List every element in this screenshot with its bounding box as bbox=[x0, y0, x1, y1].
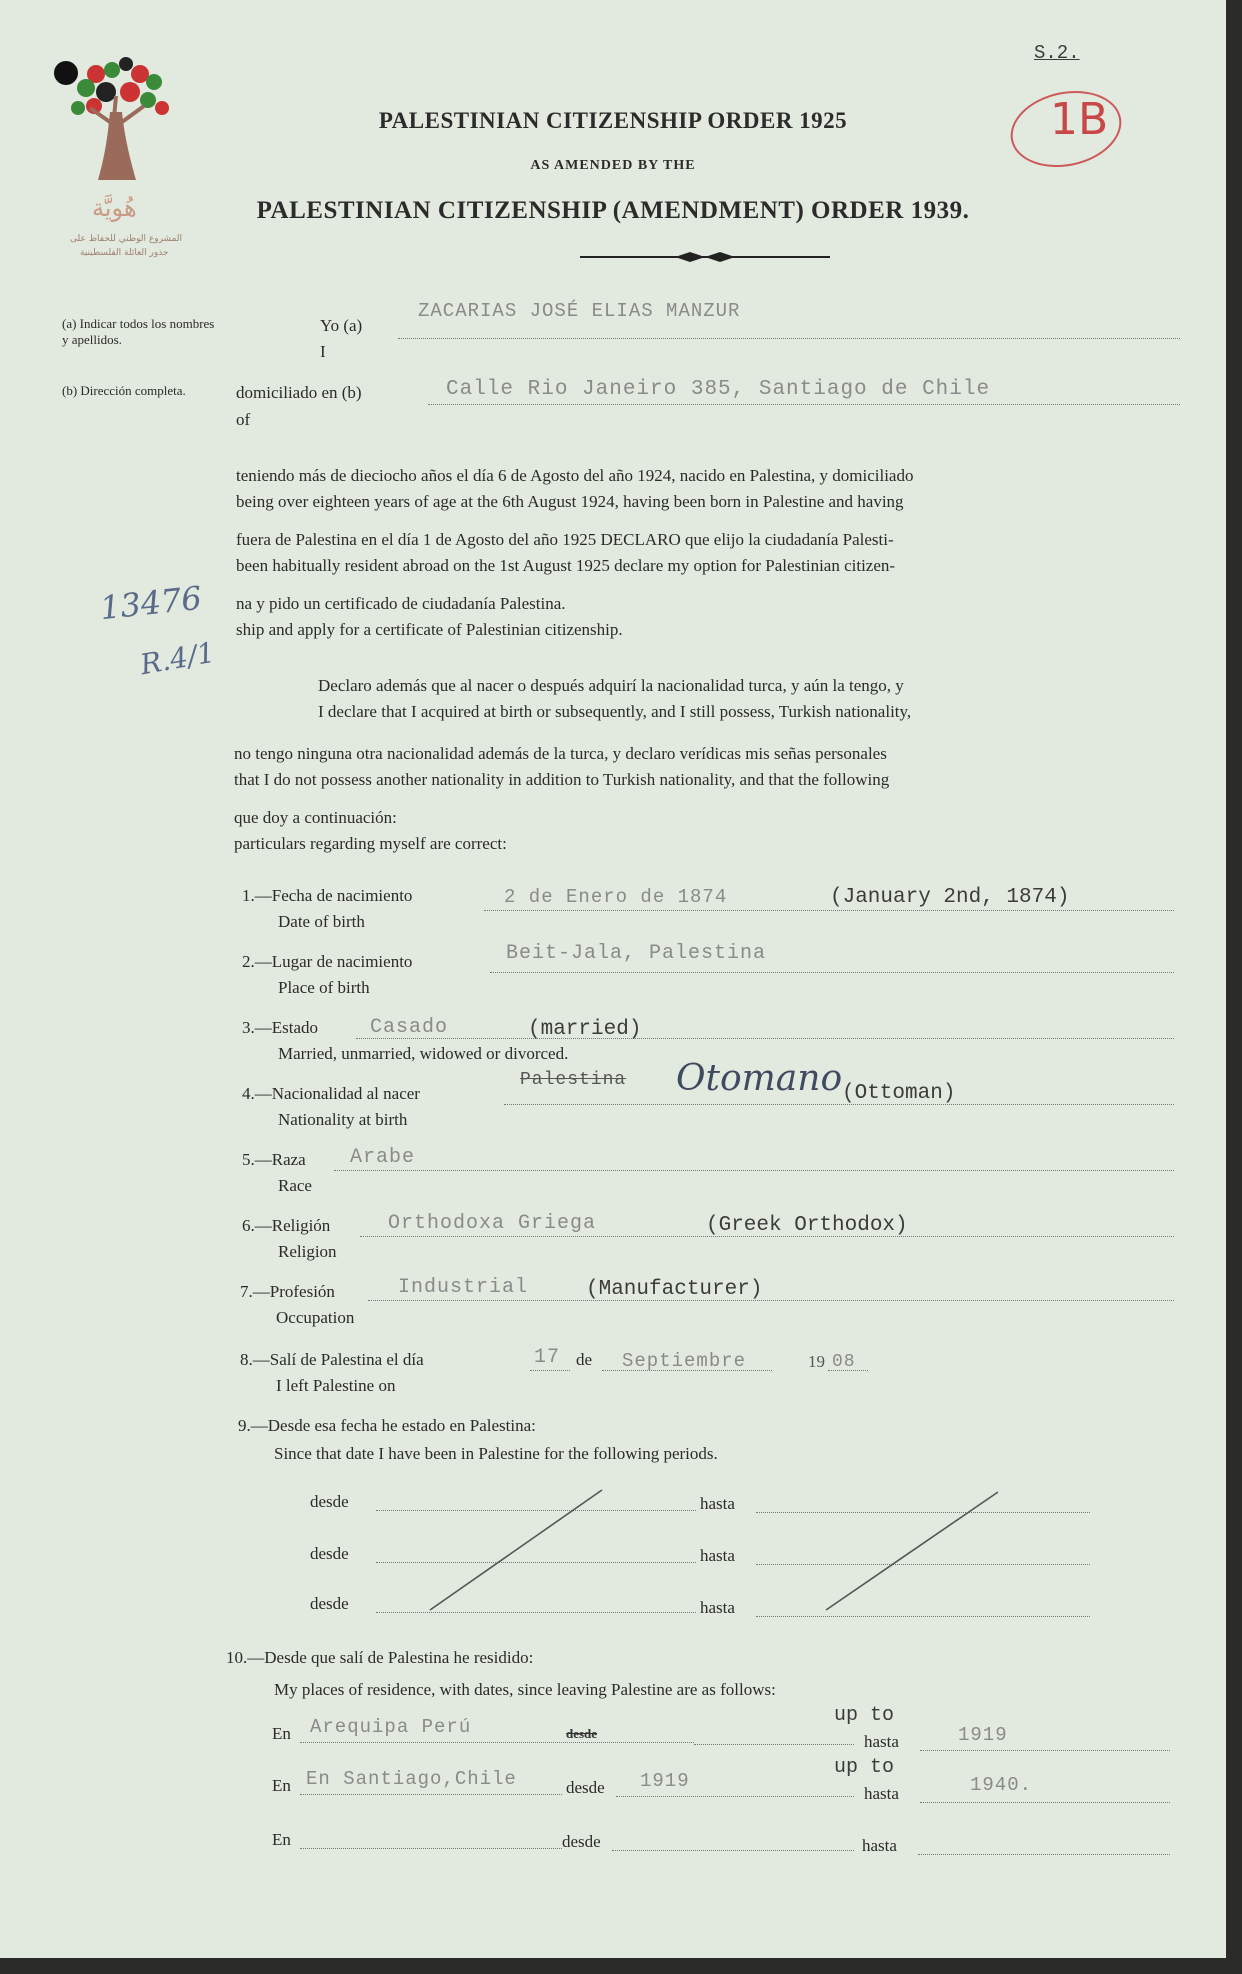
item-3-label: 3.—Estado bbox=[242, 1018, 319, 1037]
residence-1-en: En bbox=[272, 1724, 291, 1743]
stamp-text: 1B bbox=[1050, 94, 1109, 145]
residence-2-en: En bbox=[272, 1776, 291, 1795]
item-5-label-en: Race bbox=[278, 1176, 312, 1195]
margin-note-a: (a) Indicar todos los nombres y apellidos. bbox=[62, 316, 215, 347]
residence-1-from-line bbox=[694, 1744, 854, 1745]
item-8-year-prefix: 19 bbox=[808, 1352, 825, 1371]
page-title-2: PALESTINIAN CITIZENSHIP (AMENDMENT) ORDER 1939. bbox=[256, 197, 970, 224]
item-4-line bbox=[504, 1104, 1174, 1105]
residence-3-hasta: hasta bbox=[862, 1836, 897, 1855]
domicile-label: domiciliado en (b) bbox=[236, 383, 362, 402]
decl-2-en: been habitually resident abroad on the 1st August 1925 declare my option for Palestinian citizen- bbox=[236, 556, 896, 575]
residence-2-hasta: hasta bbox=[864, 1784, 899, 1803]
item-4-struck: Palestina bbox=[520, 1070, 627, 1090]
decl-5-es: no tengo ninguna otra nacionalidad además de la turca, y declaro verídicas mis señas personales bbox=[234, 744, 887, 763]
margin-note-b: (b) Dirección completa. bbox=[62, 383, 186, 398]
item-8-label-en: I left Palestine on bbox=[276, 1376, 396, 1395]
decl-2-es: fuera de Palestina en el día 1 de Agosto del año 1925 DECLARO que elijo la ciudadanía Palesti- bbox=[236, 530, 894, 549]
item-10-label: 10.—Desde que salí de Palestina he residido: bbox=[226, 1648, 534, 1667]
residence-2-to-line bbox=[920, 1802, 1170, 1803]
item-5-line bbox=[334, 1170, 1174, 1171]
logo-arabic: هُويَّة bbox=[92, 194, 137, 222]
item-6-value: Orthodoxa Griega bbox=[388, 1212, 597, 1235]
residence-2-from: 1919 bbox=[640, 1770, 690, 1792]
residence-2-from-line bbox=[616, 1796, 854, 1797]
item-3-value: Casado bbox=[370, 1016, 449, 1039]
period-1-hasta: hasta bbox=[700, 1494, 735, 1513]
address-line bbox=[428, 404, 1180, 405]
residence-1-place-line bbox=[300, 1742, 694, 1743]
applicant-name: ZACARIAS JOSÉ ELIAS MANZUR bbox=[418, 300, 741, 322]
decl-5-en: that I do not possess another nationality in addition to Turkish nationality, and that the following bbox=[234, 770, 890, 789]
period-3-hasta: hasta bbox=[700, 1598, 735, 1617]
item-1-label-en: Date of birth bbox=[278, 912, 365, 931]
period-strike-left bbox=[420, 1486, 610, 1616]
item-2-label: 2.—Lugar de nacimiento bbox=[242, 952, 413, 971]
residence-1-place: Arequipa Perú bbox=[310, 1716, 472, 1738]
item-7-label-en: Occupation bbox=[276, 1308, 355, 1327]
item-8-month: Septiembre bbox=[622, 1350, 747, 1372]
residence-1-to: 1919 bbox=[958, 1724, 1008, 1746]
item-2-line bbox=[490, 972, 1174, 973]
residence-3-desde: desde bbox=[562, 1832, 601, 1851]
item-7-value: Industrial bbox=[398, 1276, 529, 1299]
item-1-value-en: (January 2nd, 1874) bbox=[830, 886, 1070, 909]
item-1-label: 1.—Fecha de nacimiento bbox=[242, 886, 413, 905]
residence-1-desde: desde bbox=[566, 1726, 598, 1741]
item-4-handwritten: Otomano bbox=[676, 1058, 843, 1099]
item-9-label-en: Since that date I have been in Palestine for the following periods. bbox=[274, 1444, 718, 1463]
amended-line: AS AMENDED BY THE bbox=[530, 158, 696, 173]
residence-1-upto: up to bbox=[834, 1704, 895, 1727]
item-9-label: 9.—Desde esa fecha he estado en Palestina: bbox=[238, 1416, 536, 1435]
decl-6-es: que doy a continuación: bbox=[234, 808, 397, 827]
period-3-to-line bbox=[756, 1616, 1090, 1617]
item-6-label: 6.—Religión bbox=[242, 1216, 331, 1235]
item-4-label-en: Nationality at birth bbox=[278, 1110, 408, 1129]
item-1-line bbox=[484, 910, 1174, 911]
decl-3-es: na y pido un certificado de ciudadanía Palestina. bbox=[236, 594, 566, 613]
decl-1-es: teniendo más de dieciocho años el día 6 de Agosto del año 1924, nacido en Palestina, y domiciliado bbox=[236, 466, 914, 485]
residence-1-hasta: hasta bbox=[864, 1732, 899, 1751]
item-5-label: 5.—Raza bbox=[242, 1150, 306, 1169]
item-7-line bbox=[368, 1300, 1174, 1301]
item-3-line bbox=[356, 1038, 1174, 1039]
item-5-value: Arabe bbox=[350, 1146, 416, 1169]
residence-2-place-line bbox=[300, 1794, 562, 1795]
decl-6-en: particulars regarding myself are correct: bbox=[234, 834, 507, 853]
residence-2-upto: up to bbox=[834, 1756, 895, 1779]
handwritten-initials: R.4/1 bbox=[137, 635, 218, 682]
item-4-value-en: (Ottoman) bbox=[842, 1082, 956, 1105]
item-7-label: 7.—Profesión bbox=[240, 1282, 335, 1301]
period-2-desde: desde bbox=[310, 1544, 349, 1563]
residence-3-to-line bbox=[918, 1854, 1170, 1855]
yo-label: Yo (a) bbox=[320, 316, 363, 335]
item-2-value: Beit-Jala, Palestina bbox=[506, 942, 767, 965]
period-3-desde: desde bbox=[310, 1594, 349, 1613]
decl-1-en: being over eighteen years of age at the 6th August 1924, having been born in Palestine and having bbox=[236, 492, 904, 511]
period-1-desde: desde bbox=[310, 1492, 349, 1511]
item-3-label-en: Married, unmarried, widowed or divorced. bbox=[278, 1044, 569, 1063]
item-8-day-line bbox=[530, 1370, 570, 1371]
item-7-value-en: (Manufacturer) bbox=[586, 1278, 763, 1301]
period-2-hasta: hasta bbox=[700, 1546, 735, 1565]
item-6-value-en: (Greek Orthodox) bbox=[706, 1214, 908, 1237]
of-label: of bbox=[236, 410, 251, 429]
item-6-label-en: Religion bbox=[278, 1242, 337, 1261]
title-rule-ornament bbox=[580, 250, 830, 264]
logo-subtitle-2: جذور العائلة الفلسطينية bbox=[80, 248, 169, 258]
item-4-label: 4.—Nacionalidad al nacer bbox=[242, 1084, 420, 1103]
name-line bbox=[398, 338, 1180, 339]
residence-1-to-line bbox=[920, 1750, 1170, 1751]
residence-2-to: 1940. bbox=[970, 1774, 1033, 1796]
item-8-label: 8.—Salí de Palestina el día bbox=[240, 1350, 424, 1369]
logo-subtitle-1: المشروع الوطني للحفاظ على bbox=[70, 234, 183, 244]
item-2-label-en: Place of birth bbox=[278, 978, 370, 997]
i-label: I bbox=[320, 342, 326, 361]
item-8-year: 08 bbox=[832, 1352, 856, 1372]
decl-4-en: I declare that I acquired at birth or subsequently, and I still possess, Turkish nationality, bbox=[318, 702, 912, 721]
residence-2-place: En Santiago,Chile bbox=[306, 1768, 517, 1790]
residence-2-desde: desde bbox=[566, 1778, 605, 1797]
decl-4-es: Declaro además que al nacer o después adquirí la nacionalidad turca, y aún la tengo, y bbox=[318, 676, 904, 695]
residence-3-en: En bbox=[272, 1830, 291, 1849]
document-reference: S.2. bbox=[1034, 42, 1080, 64]
period-strike-right bbox=[818, 1486, 1008, 1616]
item-8-day: 17 bbox=[534, 1346, 561, 1369]
item-3-value-en: (married) bbox=[528, 1018, 642, 1041]
decl-3-en: ship and apply for a certificate of Palestinian citizenship. bbox=[236, 620, 623, 639]
item-10-label-en: My places of residence, with dates, since leaving Palestine are as follows: bbox=[274, 1680, 776, 1699]
handwritten-number: 13476 bbox=[98, 578, 204, 628]
page-title: PALESTINIAN CITIZENSHIP ORDER 1925 bbox=[378, 108, 848, 133]
residence-3-place-line bbox=[300, 1848, 562, 1849]
item-8-de: de bbox=[576, 1350, 593, 1369]
residence-3-from-line bbox=[612, 1850, 854, 1851]
item-1-value: 2 de Enero de 1874 bbox=[504, 886, 728, 908]
applicant-address: Calle Rio Janeiro 385, Santiago de Chile bbox=[446, 378, 991, 401]
